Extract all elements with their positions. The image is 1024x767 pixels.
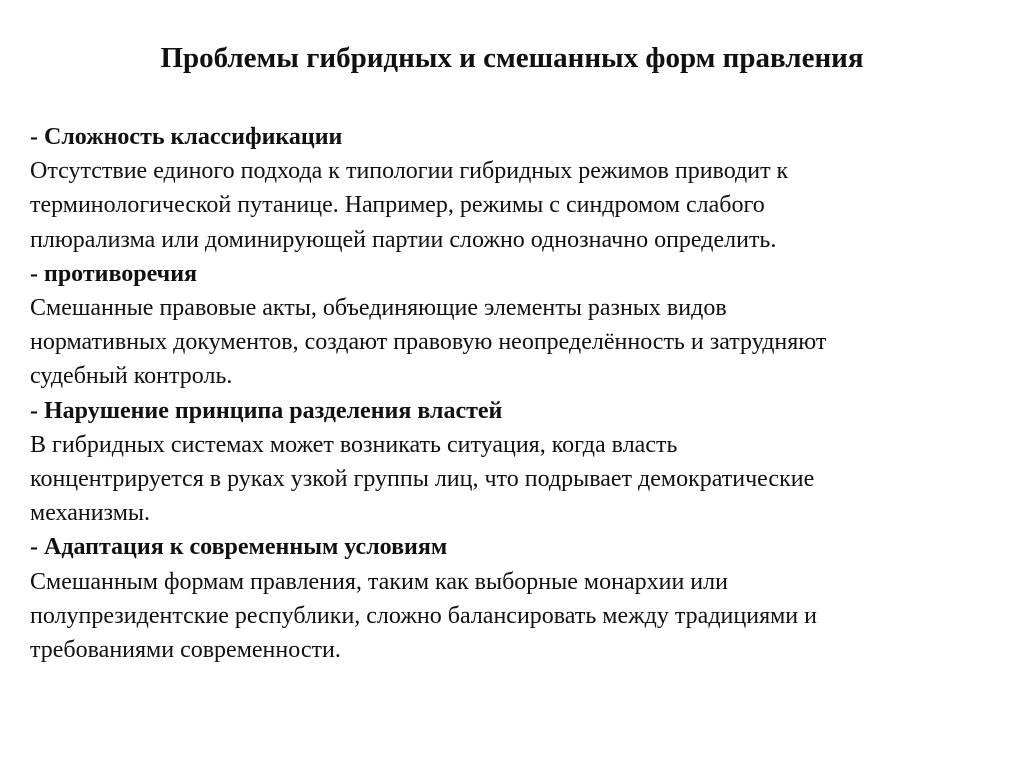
- body-line: Смешанным формам правления, таким как выборные монархии или: [30, 568, 728, 595]
- slide-title: Проблемы гибридных и смешанных форм правления: [160, 42, 864, 74]
- body-line: судебный контроль.: [30, 363, 233, 390]
- section-heading: - Нарушение принципа разделения властей: [30, 397, 503, 424]
- section-classification: [30, 120, 1005, 257]
- body-line: концентрируется в руках узкой группы лиц, что подрывает демократические: [30, 466, 815, 493]
- section-heading: - противоречия: [30, 260, 198, 287]
- body-line: плюрализма или доминирующей партии сложно однозначно определить.: [30, 226, 777, 253]
- body-line: требованиями современности.: [30, 637, 341, 664]
- body-line: терминологической путанице. Например, режимы с синдромом слабого: [30, 192, 765, 219]
- body-line: В гибридных системах может возникать ситуация, когда власть: [30, 431, 678, 458]
- section-separation-of-powers: [30, 394, 1005, 531]
- body-line: Отсутствие единого подхода к типологии гибридных режимов приводит к: [30, 158, 789, 185]
- body-line: полупрезидентские республики, сложно балансировать между традициями и: [30, 602, 817, 629]
- body-line: Смешанные правовые акты, объединяющие элементы разных видов: [30, 295, 727, 322]
- body-line: механизмы.: [30, 500, 150, 527]
- slide-content: [30, 120, 1005, 667]
- section-heading: - Сложность классификации: [30, 124, 343, 150]
- section-adaptation: [30, 530, 1005, 667]
- section-heading: - Адаптация к современным условиям: [30, 534, 448, 561]
- body-line: нормативных документов, создают правовую неопределённость и затрудняют: [30, 329, 827, 356]
- section-contradictions: [30, 257, 1005, 394]
